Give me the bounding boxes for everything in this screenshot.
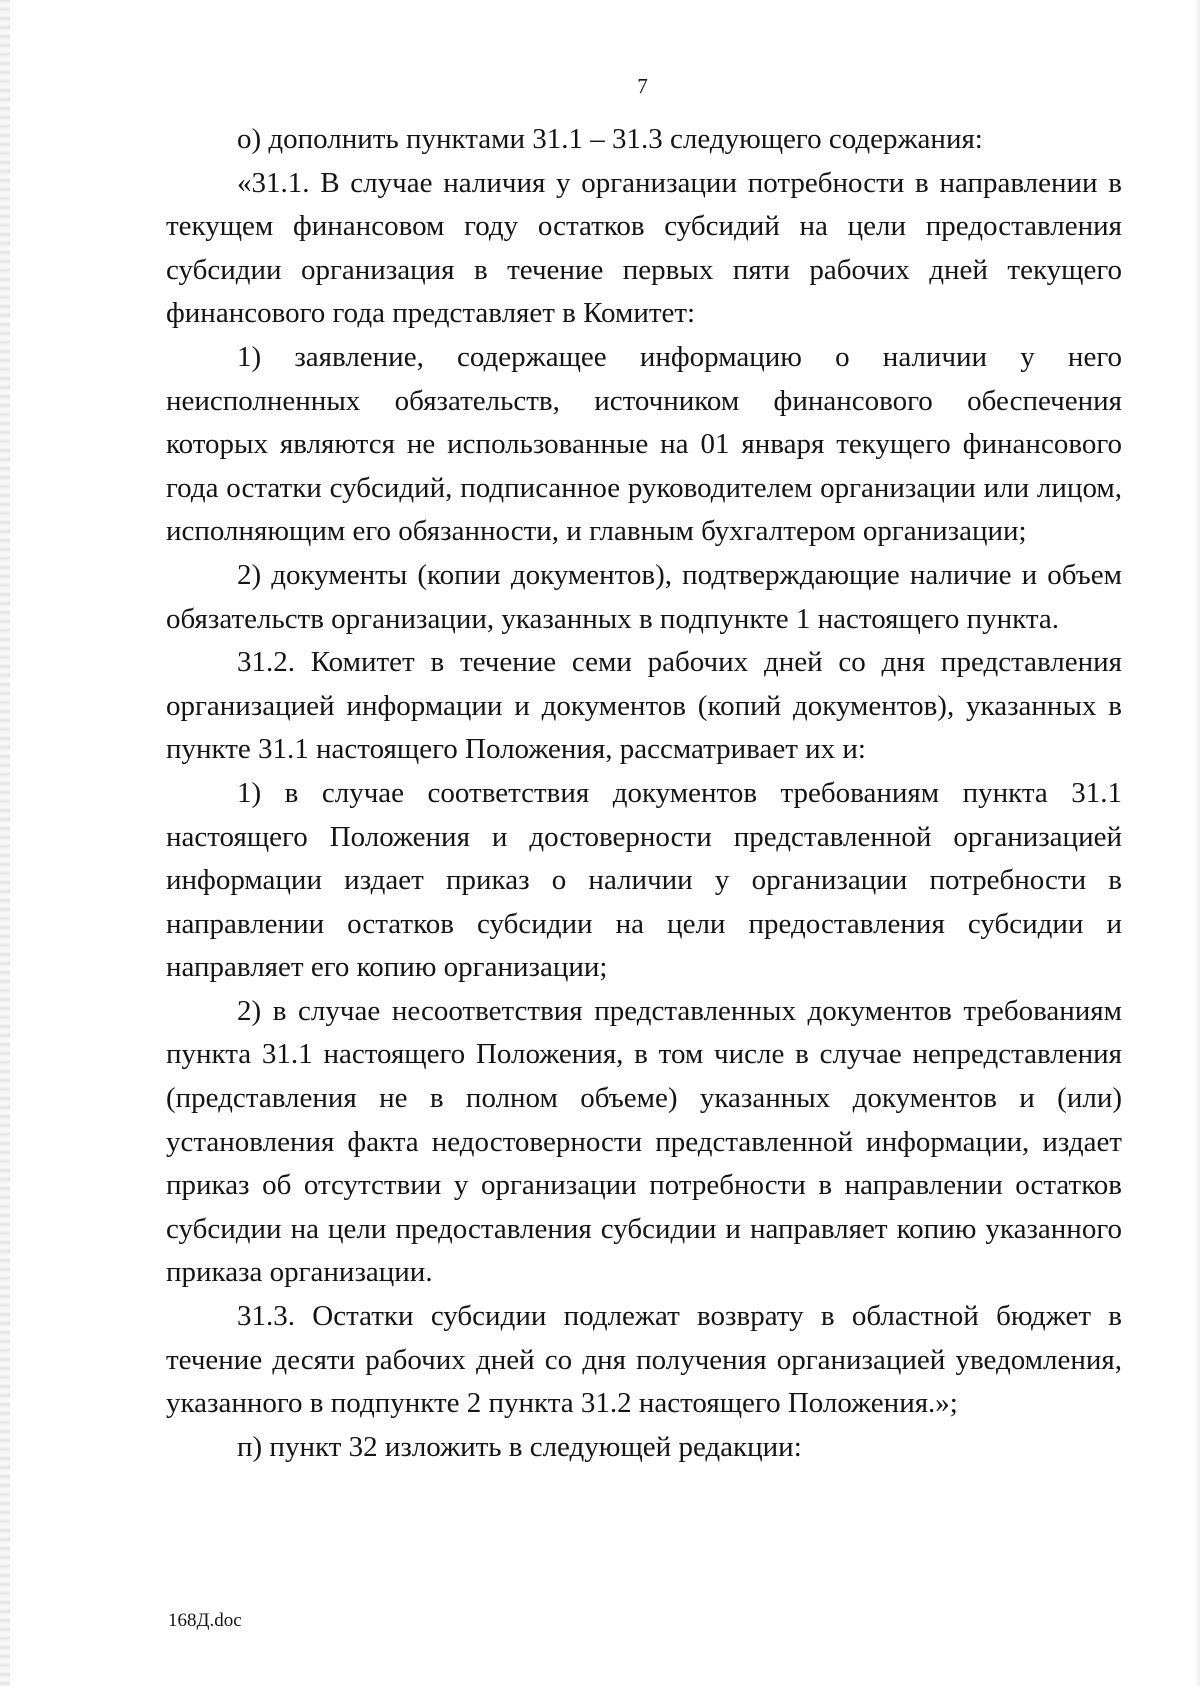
footer-filename: 168Д.doc bbox=[168, 1610, 242, 1631]
paragraph-amendment-o: о) дополнить пунктами 31.1 – 31.3 следующего содержания: bbox=[237, 123, 983, 155]
paragraph-31-2: 31.2. Комитет в течение семи рабочих дней со дня представления организацией информации и документов (копий документов), указанных в пункте 31.1 настоящего Положения, рассматривает их и: bbox=[166, 646, 1122, 766]
page-number: 7 bbox=[637, 74, 648, 98]
paragraph-31-1-item-1: 1) заявление, содержащее информацию о наличии у него неисполненных обязательств, источником финансового обеспечения которых являются не использованные на 01 января текущего финансового года остатки субсидий, подписанное руководителем организации или лицом, исполняющим его обязанности, и главным бухгалтером организации; bbox=[166, 340, 1122, 548]
paragraph-31-2-item-2: 2) в случае несоответствия представленных документов требованиям пункта 31.1 настоящего Положения, в том числе в случае непредставления (представления не в полном объеме) указанных документов и (или) установления факта недостоверности представленной информации, издает приказ об отсутствии у организации потребности в направлении остатков субсидии на цели предоставления субсидии и направляет копию указанного приказа организации. bbox=[166, 994, 1122, 1289]
scan-edge-right bbox=[1194, 0, 1200, 1686]
document-body bbox=[166, 118, 1122, 1469]
paragraph-31-1: «31.1. В случае наличия у организации потребности в направлении в текущем финансовом году остатков субсидий на цели предоставления субсидии организация в течение первых пяти рабочих дней текущего финансового года представляет в Комитет: bbox=[166, 166, 1122, 330]
paragraph-31-3: 31.3. Остатки субсидии подлежат возврату в областной бюджет в течение десяти рабочих дней со дня получения организацией уведомления, указанного в подпункте 2 пункта 31.2 настоящего Положения.»; bbox=[166, 1300, 1122, 1420]
scan-edge bbox=[0, 0, 10, 1686]
paragraph-31-2-item-1: 1) в случае соответствия документов требованиям пункта 31.1 настоящего Положения и достоверности представленной организацией информации издает приказ о наличии у организации потребности в направлении остатков субсидии на цели предоставления субсидии и направляет его копию организации; bbox=[166, 776, 1122, 984]
paragraph-31-1-item-2: 2) документы (копии документов), подтверждающие наличие и объем обязательств организации, указанных в подпункте 1 настоящего пункта. bbox=[166, 558, 1122, 635]
paragraph-amendment-p: п) пункт 32 изложить в следующей редакции: bbox=[237, 1430, 802, 1463]
